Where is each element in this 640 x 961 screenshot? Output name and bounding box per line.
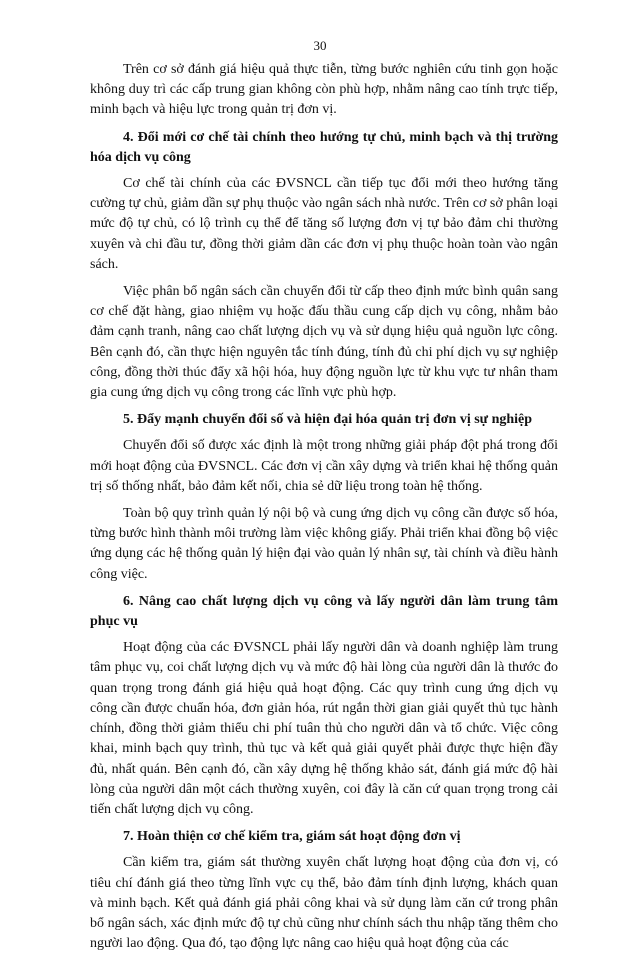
section-heading: 7. Hoàn thiện cơ chế kiểm tra, giám sát hoạt động đơn vị [123, 829, 461, 845]
page-content [90, 60, 558, 961]
paragraph: Cần kiểm tra, giám sát thường xuyên chất lượng hoạt động của đơn vị, có tiêu chí đánh giá theo từng lĩnh vực cụ thể, bảo đảm tính định lượng, khách quan và minh bạch. Kết quả đánh giá phải công khai và sử dụng làm căn cứ trong phân bổ ngân sách, xác định mức độ tự chủ cũng như chính sách thu nhập tăng thêm cho người lao động. Qua đó, tạo động lực nâng cao hiệu quả hoạt động của các [90, 855, 558, 952]
paragraph: Cơ chế tài chính của các ĐVSNCL cần tiếp tục đổi mới theo hướng tăng cường tự chủ, giảm dần sự phụ thuộc vào ngân sách nhà nước. Trên cơ sở phân loại mức độ tự chủ, có lộ trình cụ thể để tăng số lượng đơn vị tự bảo đảm chi thường xuyên và chi đầu tư, đồng thời giảm dần các đơn vị phụ thuộc hoàn toàn vào ngân sách. [90, 176, 558, 272]
section-heading: 4. Đổi mới cơ chế tài chính theo hướng tự chủ, minh bạch và thị trường hóa dịch vụ công [90, 129, 558, 165]
paragraph: Hoạt động của các ĐVSNCL phải lấy người dân và doanh nghiệp làm trung tâm phục vụ, coi chất lượng dịch vụ và mức độ hài lòng của người dân là thước đo quan trọng trong đánh giá hiệu quả hoạt động. Các quy trình cung ứng dịch vụ công cần được chuẩn hóa, đơn giản hóa, rút ngắn thời gian giải quyết thủ tục hành chính, đồng thời giảm thiểu chi phí tuân thủ cho người dân và tổ chức. Việc công khai, minh bạch quy trình, thủ tục và kết quả giải quyết phải được thực hiện đầy đủ, nhất quán. Bên cạnh đó, cần xây dựng hệ thống khảo sát, đánh giá mức độ hài lòng của người dân một cách thường xuyên, coi đây là căn cứ quan trọng trong cải tiến chất lượng dịch vụ công. [90, 640, 558, 817]
paragraph: Chuyển đổi số được xác định là một trong những giải pháp đột phá trong đổi mới hoạt động của ĐVSNCL. Các đơn vị cần xây dựng và triển khai hệ thống quản trị số thống nhất, bảo đảm kết nối, chia sẻ dữ liệu trong toàn hệ thống. [90, 438, 558, 494]
paragraph: Việc phân bổ ngân sách cần chuyển đổi từ cấp theo định mức bình quân sang cơ chế đặt hàng, giao nhiệm vụ hoặc đấu thầu cung cấp dịch vụ công, nhằm bảo đảm cạnh tranh, nâng cao chất lượng dịch vụ và sử dụng hiệu quả nguồn lực công. Bên cạnh đó, cần thực hiện nguyên tắc tính đúng, tính đủ chi phí dịch vụ sự nghiệp công, đồng thời thúc đẩy xã hội hóa, huy động nguồn lực từ khu vực tư nhân tham gia cung ứng dịch vụ công trong các lĩnh vực phù hợp. [90, 284, 558, 401]
page-number: 30 [313, 38, 327, 53]
paragraph: Toàn bộ quy trình quản lý nội bộ và cung ứng dịch vụ công cần được số hóa, từng bước hình thành môi trường làm việc không giấy. Phải triển khai đồng bộ việc ứng dụng các hệ thống quản lý hiện đại vào quản lý nhân sự, tài chính và điều hành công việc. [90, 506, 558, 582]
section-heading: 5. Đẩy mạnh chuyển đổi số và hiện đại hóa quản trị đơn vị sự nghiệp [123, 412, 533, 428]
paragraph: Trên cơ sở đánh giá hiệu quả thực tiễn, từng bước nghiên cứu tinh gọn hoặc không duy trì các cấp trung gian không còn phù hợp, nhằm nâng cao tính trực tiếp, minh bạch và hiệu lực trong quản trị đơn vị. [90, 62, 558, 118]
section-heading: 6. Nâng cao chất lượng dịch vụ công và lấy người dân làm trung tâm phục vụ [90, 593, 558, 630]
